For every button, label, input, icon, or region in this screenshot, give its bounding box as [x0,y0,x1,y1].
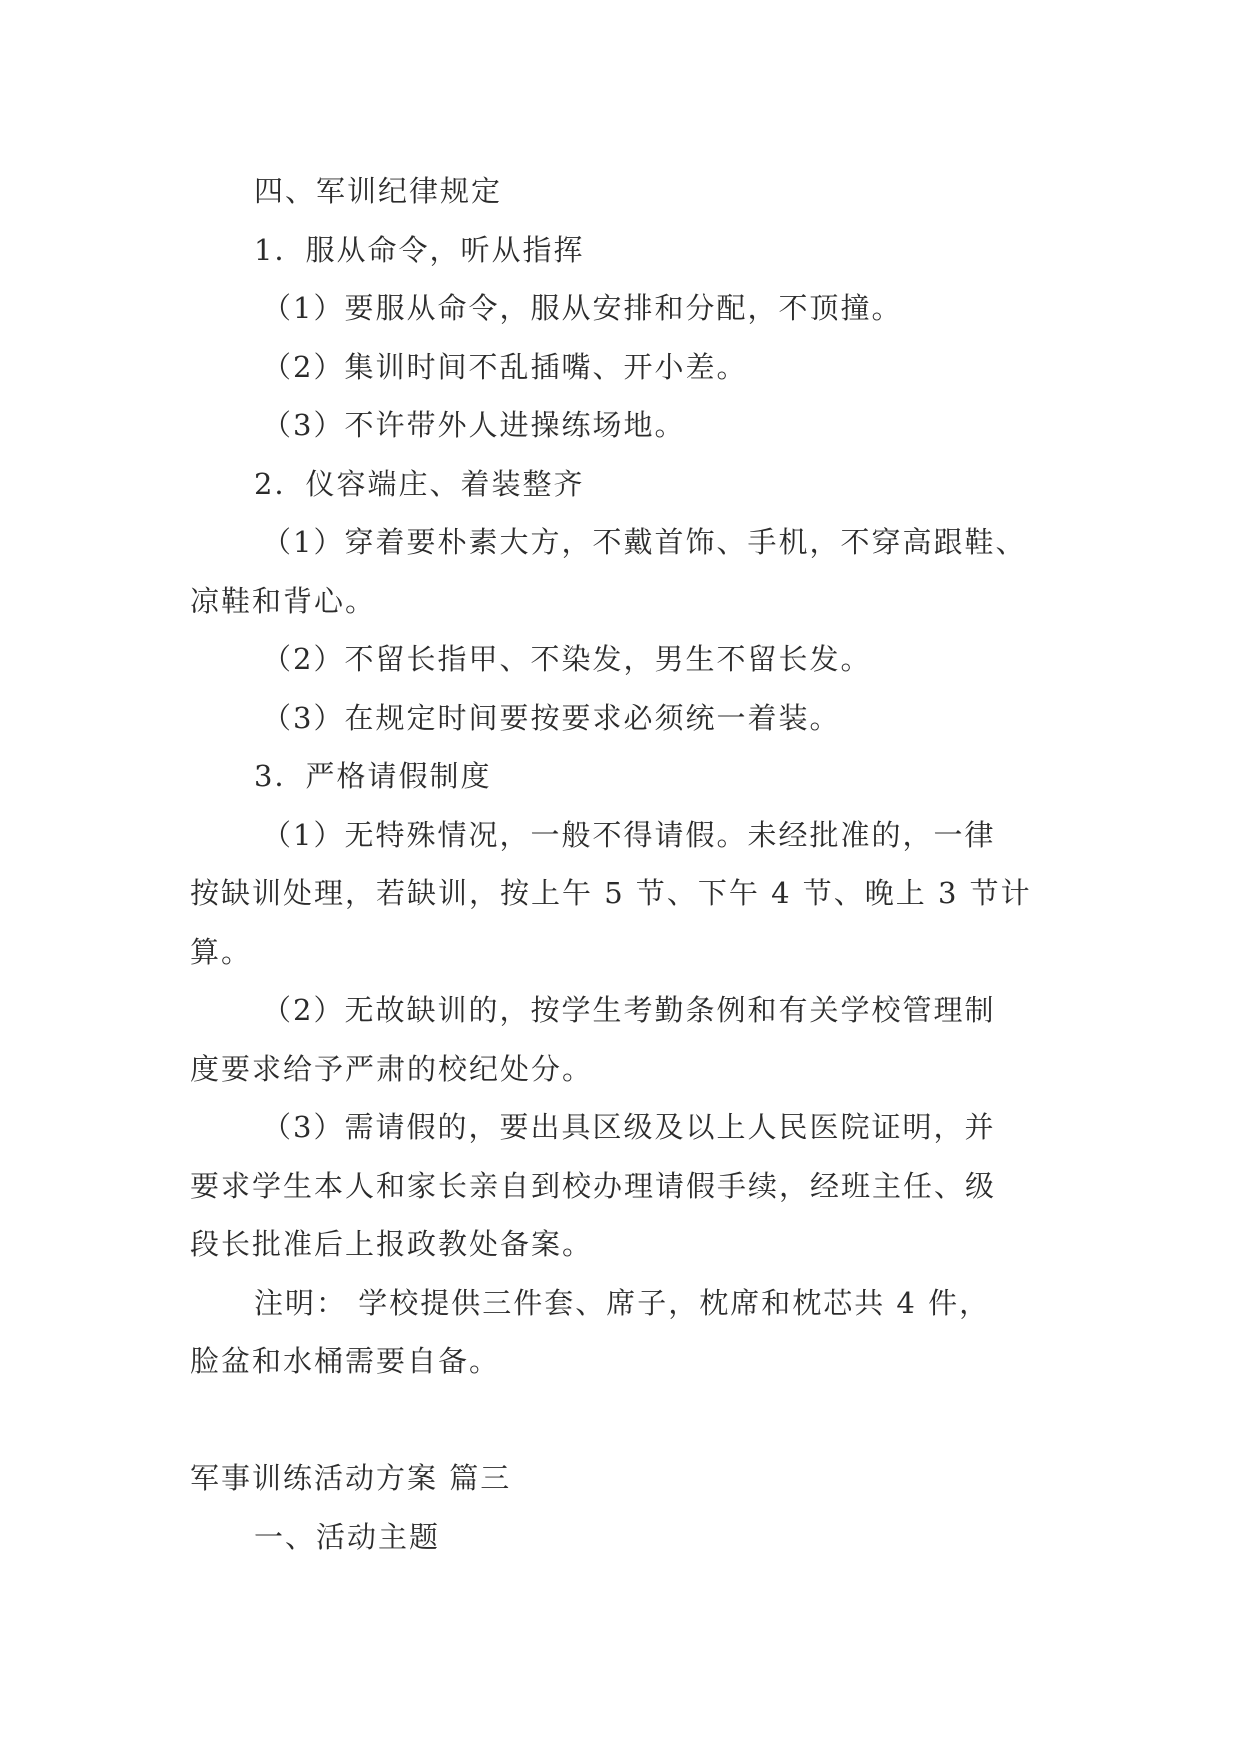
paragraph-line: （3）需请假的，要出具区级及以上人民医院证明，并 [262,1110,996,1144]
paragraph-line: 凉鞋和背心。 [190,583,377,618]
paragraph-line: （3）不许带外人进操练场地。 [262,408,686,442]
paragraph-line: 段长批准后上报政教处备案。 [190,1227,594,1261]
paragraph-line: （1）要服从命令，服从安排和分配，不顶撞。 [262,291,903,325]
section-heading: 一、活动主题 [254,1519,441,1554]
subheading-obey-orders: 1．服从命令，听从指挥 [254,232,585,267]
article-title: 军事训练活动方案 篇三 [190,1461,512,1495]
subheading-appearance: 2．仪容端庄、着装整齐 [254,466,585,501]
spacer [190,1391,1060,1450]
document-body [190,162,1060,1566]
note-line: 注明： 学校提供三件套、席子，枕席和枕芯共 4 件， [254,1285,991,1320]
subheading-leave-policy: 3．严格请假制度 [254,759,492,793]
paragraph-line: 度要求给予严肃的校纪处分。 [190,1051,594,1086]
paragraph-line: （1）穿着要朴素大方，不戴首饰、手机，不穿高跟鞋、 [262,525,1027,559]
paragraph-line: （1）无特殊情况，一般不得请假。未经批准的，一律 [262,817,996,852]
paragraph-line: （2）不留长指甲、不染发，男生不留长发。 [262,642,872,676]
note-line: 脸盆和水桶需要自备。 [190,1344,501,1378]
paragraph-line: （3）在规定时间要按要求必须统一着装。 [262,700,841,735]
section-heading: 四、军训纪律规定 [254,174,503,208]
paragraph-line: 要求学生本人和家长亲自到校办理请假手续，经班主任、级 [190,1168,997,1203]
paragraph-line: （2）集训时间不乱插嘴、开小差。 [262,349,748,384]
paragraph-line: 按缺训处理，若缺训，按上午 5 节、下午 4 节、晚上 3 节计 [190,876,1032,910]
paragraph-line: 算。 [190,934,253,969]
paragraph-line: （2）无故缺训的，按学生考勤条例和有关学校管理制 [262,993,996,1027]
